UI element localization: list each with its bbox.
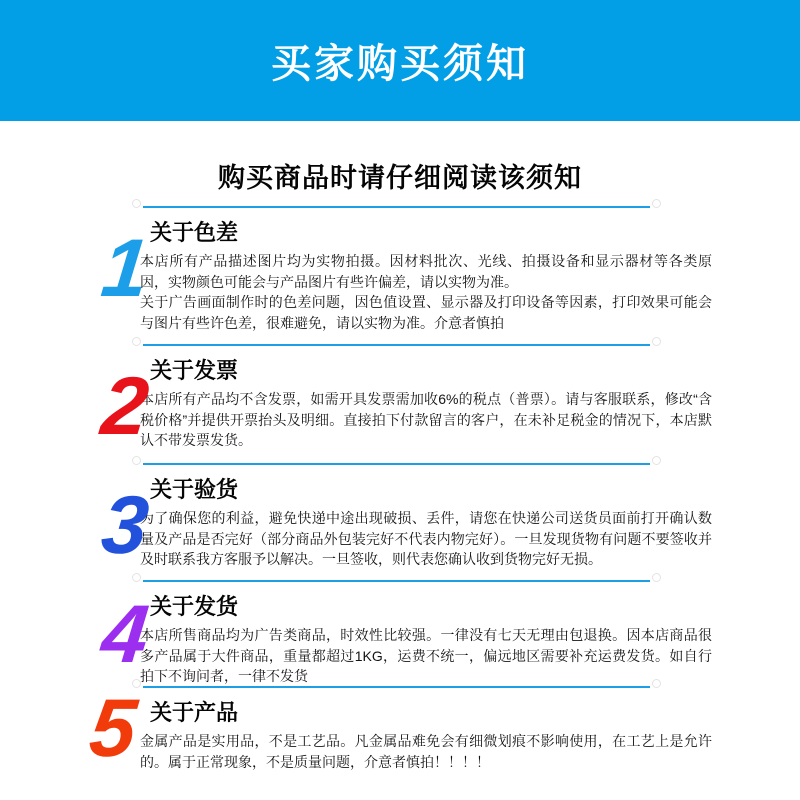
- section-paragraph: 金属产品是实用品，不是工艺品。凡金属品难免会有细微划痕不影响使用，在工艺上是允许的。属于正常现象，不是质量问题，介意者慎拍！！！！: [140, 733, 712, 770]
- section-paragraph: 本店所有产品均不含发票，如需开具发票需加收6%的税点（普票）。请与客服联系，修改“含税价格”并提供开票抬头及明细。直接拍下付款留言的客户，在未补足税金的情况下，本店默认不带发票发货。: [140, 391, 712, 448]
- section-paragraph: 关于广告画面制作时的色差问题，因色值设置、显示器及打印设备等因素，打印效果可能会与图片有些许色差，很难避免，请以实物为准。介意者慎拍: [140, 294, 712, 331]
- section-number: 2: [97, 361, 153, 452]
- section-divider: [143, 463, 650, 465]
- section-heading: 关于产品: [150, 700, 239, 725]
- section-paragraph: 本店所售商品均为广告类商品，时效性比较强。一律没有七天无理由包退换。因本店商品很多产品属于大件商品，重量都超过1KG，运费不统一，偏远地区需要补充运费发货。如自行拍下不询问者，一律不发货: [140, 627, 712, 684]
- page-title: 购买商品时请仔细阅读该须知: [218, 163, 582, 193]
- section-paragraph: 本店所有产品描述图片均为实物拍摄。因材料批次、光线、拍摄设备和显示器材等各类原因，实物颜色可能会与产品图片有些许偏差，请以实物为准。: [140, 253, 712, 290]
- section-number: 4: [97, 589, 153, 680]
- section-inspection: [0, 463, 800, 570]
- section-divider: [143, 580, 650, 582]
- section-paragraph: 为了确保您的利益，避免快递中途出现破损、丢件，请您在快递公司送货员面前打开确认数量及产品是否完好（部分商品外包装完好不代表内物完好）。一旦发现货物有问题不要签收并及时联系我方客服予以解决。一旦签收，则代表您确认收到货物完好无损。: [140, 510, 712, 567]
- header-banner: [0, 0, 800, 121]
- section-invoice: [0, 344, 800, 451]
- section-number: 1: [97, 223, 153, 314]
- section-shipping: [0, 580, 800, 687]
- section-divider: [143, 344, 650, 346]
- section-product: [0, 683, 800, 774]
- section-heading: 关于发货: [150, 594, 239, 619]
- section-heading: 关于验货: [150, 477, 239, 502]
- section-divider: [143, 686, 650, 688]
- section-number: 5: [85, 683, 141, 774]
- banner-title: 买家购买须知: [271, 42, 529, 86]
- section-heading: 关于色差: [150, 220, 239, 245]
- section-color-difference: [0, 206, 800, 333]
- section-divider: [143, 206, 650, 208]
- section-heading: 关于发票: [150, 358, 239, 383]
- section-number: 3: [97, 480, 153, 571]
